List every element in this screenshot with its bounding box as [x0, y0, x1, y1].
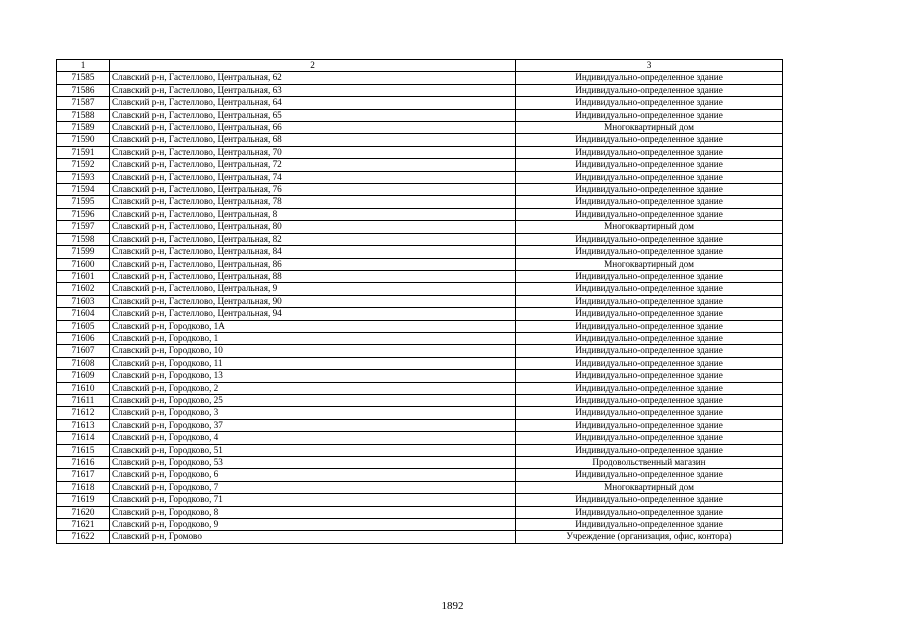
row-number-cell: 71621	[57, 519, 110, 531]
row-number-cell: 71613	[57, 419, 110, 431]
address-cell: Славский р-н, Гастеллово, Центральная, 94	[110, 308, 516, 320]
row-number-cell: 71622	[57, 531, 110, 543]
table-row	[57, 407, 783, 419]
table-row	[57, 233, 783, 245]
building-type-cell: Многоквартирный дом	[516, 221, 783, 233]
column-header-1: 1	[57, 60, 110, 72]
row-number-cell: 71618	[57, 481, 110, 493]
address-cell: Славский р-н, Городково, 11	[110, 357, 516, 369]
building-type-cell: Учреждение (организация, офис, контора)	[516, 531, 783, 543]
table-row	[57, 146, 783, 158]
building-type-cell: Индивидуально-определенное здание	[516, 283, 783, 295]
address-cell: Славский р-н, Городково, 1	[110, 332, 516, 344]
row-number-cell: 71614	[57, 432, 110, 444]
table-row	[57, 295, 783, 307]
row-number-cell: 71606	[57, 332, 110, 344]
address-cell: Славский р-н, Гастеллово, Центральная, 66	[110, 122, 516, 134]
table-row	[57, 370, 783, 382]
building-type-cell: Индивидуально-определенное здание	[516, 97, 783, 109]
building-type-cell: Индивидуально-определенное здание	[516, 146, 783, 158]
row-number-cell: 71620	[57, 506, 110, 518]
row-number-cell: 71595	[57, 196, 110, 208]
table-row	[57, 221, 783, 233]
address-cell: Славский р-н, Гастеллово, Центральная, 86	[110, 258, 516, 270]
building-type-cell: Индивидуально-определенное здание	[516, 419, 783, 431]
building-type-cell: Индивидуально-определенное здание	[516, 246, 783, 258]
table-row	[57, 481, 783, 493]
row-number-cell: 71588	[57, 109, 110, 121]
address-cell: Славский р-н, Громово	[110, 531, 516, 543]
address-cell: Славский р-н, Городково, 37	[110, 419, 516, 431]
table-row	[57, 122, 783, 134]
row-number-cell: 71591	[57, 146, 110, 158]
building-type-cell: Индивидуально-определенное здание	[516, 134, 783, 146]
address-cell: Славский р-н, Городково, 9	[110, 519, 516, 531]
building-type-cell: Индивидуально-определенное здание	[516, 332, 783, 344]
address-cell: Славский р-н, Гастеллово, Центральная, 72	[110, 159, 516, 171]
building-type-cell: Индивидуально-определенное здание	[516, 196, 783, 208]
table-row	[57, 196, 783, 208]
table-row	[57, 345, 783, 357]
address-cell: Славский р-н, Гастеллово, Центральная, 64	[110, 97, 516, 109]
table-row	[57, 320, 783, 332]
address-cell: Славский р-н, Гастеллово, Центральная, 9	[110, 283, 516, 295]
row-number-cell: 71592	[57, 159, 110, 171]
table-row	[57, 519, 783, 531]
building-type-cell: Индивидуально-определенное здание	[516, 506, 783, 518]
address-cell: Славский р-н, Гастеллово, Центральная, 84	[110, 246, 516, 258]
table-row	[57, 308, 783, 320]
address-cell: Славский р-н, Городково, 7	[110, 481, 516, 493]
building-type-cell: Индивидуально-определенное здание	[516, 432, 783, 444]
column-header-3: 3	[516, 60, 783, 72]
table-row	[57, 457, 783, 469]
table-row	[57, 469, 783, 481]
row-number-cell: 71594	[57, 184, 110, 196]
address-cell: Славский р-н, Городково, 13	[110, 370, 516, 382]
table-row	[57, 208, 783, 220]
row-number-cell: 71593	[57, 171, 110, 183]
row-number-cell: 71596	[57, 208, 110, 220]
row-number-cell: 71603	[57, 295, 110, 307]
registry-table	[56, 59, 783, 544]
building-type-cell: Многоквартирный дом	[516, 481, 783, 493]
table-row	[57, 531, 783, 543]
building-type-cell: Индивидуально-определенное здание	[516, 320, 783, 332]
building-type-cell: Индивидуально-определенное здание	[516, 357, 783, 369]
row-number-cell: 71608	[57, 357, 110, 369]
building-type-cell: Индивидуально-определенное здание	[516, 208, 783, 220]
address-cell: Славский р-н, Городково, 25	[110, 394, 516, 406]
building-type-cell: Индивидуально-определенное здание	[516, 109, 783, 121]
row-number-cell: 71585	[57, 72, 110, 84]
table-row	[57, 134, 783, 146]
address-cell: Славский р-н, Гастеллово, Центральная, 74	[110, 171, 516, 183]
address-cell: Славский р-н, Гастеллово, Центральная, 65	[110, 109, 516, 121]
building-type-cell: Индивидуально-определенное здание	[516, 171, 783, 183]
table-row	[57, 258, 783, 270]
table-row	[57, 184, 783, 196]
building-type-cell: Индивидуально-определенное здание	[516, 72, 783, 84]
row-number-cell: 71600	[57, 258, 110, 270]
address-cell: Славский р-н, Гастеллово, Центральная, 63	[110, 84, 516, 96]
address-cell: Славский р-н, Гастеллово, Центральная, 80	[110, 221, 516, 233]
row-number-cell: 71587	[57, 97, 110, 109]
table-row	[57, 171, 783, 183]
row-number-cell: 71590	[57, 134, 110, 146]
table-row	[57, 394, 783, 406]
table-header-row	[57, 60, 783, 72]
building-type-cell: Индивидуально-определенное здание	[516, 394, 783, 406]
building-type-cell: Индивидуально-определенное здание	[516, 295, 783, 307]
table-body	[57, 72, 783, 543]
building-type-cell: Индивидуально-определенное здание	[516, 444, 783, 456]
row-number-cell: 71589	[57, 122, 110, 134]
row-number-cell: 71611	[57, 394, 110, 406]
address-cell: Славский р-н, Городково, 4	[110, 432, 516, 444]
address-cell: Славский р-н, Городково, 51	[110, 444, 516, 456]
table-row	[57, 109, 783, 121]
address-cell: Славский р-н, Городково, 10	[110, 345, 516, 357]
building-type-cell: Индивидуально-определенное здание	[516, 494, 783, 506]
table-row	[57, 159, 783, 171]
table-row	[57, 506, 783, 518]
building-type-cell: Индивидуально-определенное здание	[516, 407, 783, 419]
table-row	[57, 246, 783, 258]
building-type-cell: Индивидуально-определенное здание	[516, 308, 783, 320]
building-type-cell: Многоквартирный дом	[516, 122, 783, 134]
building-type-cell: Индивидуально-определенное здание	[516, 84, 783, 96]
address-cell: Славский р-н, Городково, 53	[110, 457, 516, 469]
building-type-cell: Продовольственный магазин	[516, 457, 783, 469]
building-type-cell: Индивидуально-определенное здание	[516, 370, 783, 382]
row-number-cell: 71605	[57, 320, 110, 332]
address-cell: Славский р-н, Гастеллово, Центральная, 78	[110, 196, 516, 208]
row-number-cell: 71586	[57, 84, 110, 96]
row-number-cell: 71612	[57, 407, 110, 419]
table-row	[57, 72, 783, 84]
row-number-cell: 71609	[57, 370, 110, 382]
row-number-cell: 71604	[57, 308, 110, 320]
row-number-cell: 71616	[57, 457, 110, 469]
table-row	[57, 432, 783, 444]
address-cell: Славский р-н, Гастеллово, Центральная, 76	[110, 184, 516, 196]
table-row	[57, 382, 783, 394]
column-header-2: 2	[110, 60, 516, 72]
row-number-cell: 71602	[57, 283, 110, 295]
address-cell: Славский р-н, Гастеллово, Центральная, 90	[110, 295, 516, 307]
row-number-cell: 71615	[57, 444, 110, 456]
address-cell: Славский р-н, Городково, 3	[110, 407, 516, 419]
row-number-cell: 71599	[57, 246, 110, 258]
address-cell: Славский р-н, Гастеллово, Центральная, 8	[110, 208, 516, 220]
address-cell: Славский р-н, Городково, 1А	[110, 320, 516, 332]
table-row	[57, 283, 783, 295]
table-row	[57, 97, 783, 109]
building-type-cell: Индивидуально-определенное здание	[516, 233, 783, 245]
address-cell: Славский р-н, Гастеллово, Центральная, 88	[110, 270, 516, 282]
building-type-cell: Индивидуально-определенное здание	[516, 345, 783, 357]
table-row	[57, 270, 783, 282]
building-type-cell: Индивидуально-определенное здание	[516, 159, 783, 171]
building-type-cell: Индивидуально-определенное здание	[516, 519, 783, 531]
row-number-cell: 71619	[57, 494, 110, 506]
building-type-cell: Индивидуально-определенное здание	[516, 469, 783, 481]
page-number: 1892	[441, 600, 464, 612]
row-number-cell: 71598	[57, 233, 110, 245]
table-row	[57, 494, 783, 506]
row-number-cell: 71597	[57, 221, 110, 233]
table-row	[57, 357, 783, 369]
building-type-cell: Индивидуально-определенное здание	[516, 382, 783, 394]
address-cell: Славский р-н, Гастеллово, Центральная, 70	[110, 146, 516, 158]
table-row	[57, 444, 783, 456]
table-row	[57, 332, 783, 344]
address-cell: Славский р-н, Гастеллово, Центральная, 62	[110, 72, 516, 84]
row-number-cell: 71610	[57, 382, 110, 394]
row-number-cell: 71617	[57, 469, 110, 481]
address-cell: Славский р-н, Гастеллово, Центральная, 68	[110, 134, 516, 146]
building-type-cell: Индивидуально-определенное здание	[516, 270, 783, 282]
row-number-cell: 71601	[57, 270, 110, 282]
row-number-cell: 71607	[57, 345, 110, 357]
building-type-cell: Многоквартирный дом	[516, 258, 783, 270]
address-cell: Славский р-н, Городково, 6	[110, 469, 516, 481]
table-row	[57, 84, 783, 96]
table-row	[57, 419, 783, 431]
building-type-cell: Индивидуально-определенное здание	[516, 184, 783, 196]
address-cell: Славский р-н, Городково, 71	[110, 494, 516, 506]
address-cell: Славский р-н, Городково, 2	[110, 382, 516, 394]
address-cell: Славский р-н, Гастеллово, Центральная, 82	[110, 233, 516, 245]
address-cell: Славский р-н, Городково, 8	[110, 506, 516, 518]
